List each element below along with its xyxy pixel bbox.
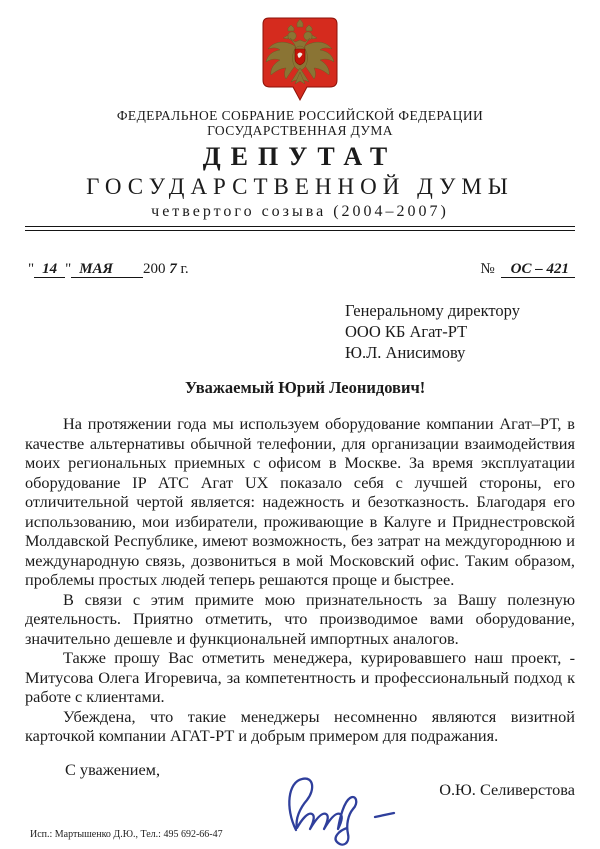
handwritten-signature — [280, 770, 415, 848]
date-quote-close: " — [65, 261, 72, 277]
paragraph-4: Убеждена, что такие менеджеры несомненно являются визитной карточкой компании АГАТ-РТ и добрым примером для подражания. — [25, 706, 575, 745]
date-year-prefix: 200 — [142, 261, 166, 277]
signer-name: О.Ю. Селиверстова — [439, 779, 575, 799]
paragraph-3: Также прошу Вас отметить менеджера, курировавшего наш проект, - Митусова Олега Игоревича, за компетентность и профессиональный подход к работе с клиентами. — [25, 648, 575, 706]
addressee-name: Ю.Л. Анисимову — [345, 343, 466, 362]
date-day: 14 — [34, 261, 65, 278]
number-label: № — [480, 261, 495, 277]
date-year-digit: 7 — [169, 261, 177, 277]
paragraph-2: В связи с этим примите мою признательность за Вашу полезную деятельность. Приятно отметить, что производимое вами оборудование, значительно дешевле и функциональней импортных аналогов. — [25, 589, 575, 648]
addressee-block — [345, 300, 575, 363]
crest-inner-shield — [295, 49, 305, 65]
letter-body — [25, 414, 575, 746]
header-double-rule — [25, 226, 575, 231]
valediction: С уважением, — [65, 759, 161, 779]
number-value: ОС – 421 — [501, 261, 575, 278]
org-line-state-duma: ГОСУДАРСТВЕННАЯ ДУМА — [207, 123, 393, 138]
date-month: МАЯ — [71, 261, 143, 278]
salutation: Уважаемый Юрий Леонидович! — [185, 378, 426, 397]
addressee-company: ООО КБ Агат-РТ — [345, 322, 468, 341]
addressee-position: Генеральному директору — [345, 301, 520, 320]
letterhead-subtitle: ГОСУДАРСТВЕННОЙ ДУМЫ — [86, 174, 514, 199]
russia-coat-of-arms — [261, 16, 339, 102]
number-field — [480, 261, 575, 278]
org-line-federal-assembly: ФЕДЕРАЛЬНОЕ СОБРАНИЕ РОССИЙСКОЙ ФЕДЕРАЦИИ — [116, 108, 484, 123]
reference-row — [28, 261, 575, 278]
paragraph-1: На протяжении года мы используем оборудование компании Агат–РТ, в качестве альтернативы обычной телефонии, для организации взаимодействия моих региональных приемных с офисом в Москве. За время эксплуатации оборудование IP АТС Агат UX показало себя с лучшей стороны, его отличительной чертой является: надежность и безотказность. Благодаря его использованию, мои избиратели, проживающие в Калуге и Приднестровской Молдавской Республике, имеют возможность, без затрат на междугороднюю и международную связь, дозвониться в мой Московский офис. Таким образом, проблемы простых людей теперь решаются проще и быстрее. — [25, 414, 575, 589]
date-field — [28, 261, 189, 278]
date-quote-open: " — [28, 261, 35, 277]
letterhead-title: ДЕПУТАТ — [202, 142, 398, 171]
executor-footer: Исп.: Мартышенко Д.Ю., Тел.: 495 692-66-47 — [30, 829, 223, 840]
date-year-suffix: г. — [180, 261, 189, 277]
letterhead-convocation: четвертого созыва (2004–2007) — [151, 203, 449, 220]
